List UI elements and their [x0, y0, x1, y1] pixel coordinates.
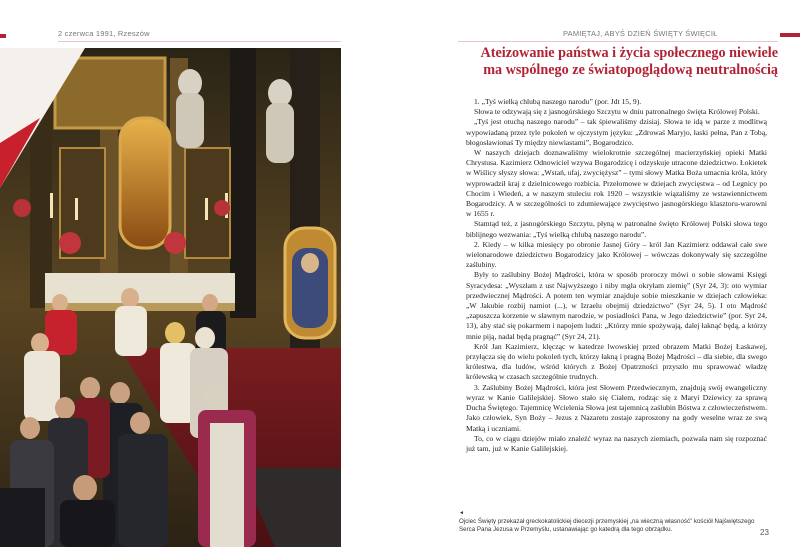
body-paragraph: 1. „Tyś wielką chlubą naszego narodu” (por. Jdt 15, 9). [474, 97, 642, 106]
body-paragraph: To, co w ciągu dziejów miało znaleźć wyraz na naszych ziemiach, pozwala nam się rozpoznać już tam, już w Kanie Galilejskiej. [466, 433, 767, 453]
photo-caption-footnote: Ojciec Święty przekazał greckokatolickiej diecezji przemyskiej „na wieczną własność” kościół Najświętszego Serca Pana Jezusa w Przemyślu, ustanawiając go katedrą dla tego obrządku. [459, 518, 755, 534]
article-title: Ateizowanie państwa i życia społecznego niewiele ma wspólnego ze światopoglądową neutralnością [480, 45, 778, 78]
body-paragraph: Słowa te odzywają się z jasnogórskiego Szczytu w dniu patronalnego święta Królowej Polski. [474, 107, 760, 117]
header-left-caption: 2 czerwca 1991, Rzeszów [58, 29, 150, 38]
article-body [466, 97, 767, 454]
body-paragraph: 2. Kiedy – w kilka miesięcy po obronie Jasnej Góry – król Jan Kazimierz oddawał całe swe wielonarodowe dziedzictwo Bogarodzicy jako Królowej – wówczas dokonywały się szczególne zaślubiny. [466, 239, 767, 270]
ceremony-photo [0, 48, 341, 547]
page-number: 23 [760, 528, 769, 537]
body-paragraph: Były to zaślubiny Bożej Mądrości, która w sposób proroczy mówi o sobie słowami Księgi Syracydesa: „Wyszłam z ust Najwyższego i niby mgła okryłam ziemię” (Syr 24, 3): oto wymiar przedwiecznej Mądrości. A potem ten wymiar znajduje sobie mieszkanie w dziejach człowieka: „W Jakubie rozbij namiot (...), w Izraelu obejmij dziedzictwo” (Syr 24, 5). I oto Mądrość „zapuszcza korzenie w sławnym narodzie, w posiadłości Pana, w Jego dziedzictwie” (por. Syr 24, 13), aby stać się pokarmem i napojem ludzi: „Którzy mnie spożywają, dalej łaknąć będą, a którzy mnie piją, nadal będą pragnąć” (Syr 24, 21). [466, 270, 767, 341]
body-paragraph: W naszych dziejach doznawaliśmy wielokrotnie szczególnej macierzyńskiej opieki Matki Chrystusa. Kazimierz Odnowiciel wzywa Bogarodzicę i odzyskuje utracone dziedzictwo. Łokietek w Wiślicy słyszy słowa: „Wstań, ufaj, zwyciężysz” – tymi słowy Matka Boża umacnia króla, który wyprowadził kraj z dzielnicowego rozbicia. Przełomowe w dziejach zwycięstwa – od Legnicy po Chocim i Wiedeń, a w naszym stuleciu rok 1920 – wszystkie wiązaliśmy ze wstawiennictwem Bogarodzicy. A w szczególności to zdumiewające zwycięstwo jasnogórskiego klasztoru-warowni w 1655 r. [466, 148, 767, 219]
body-paragraph: 3. Zaślubiny Bożej Mądrości, która jest Słowem Przedwiecznym, znajdują swój ewangeliczny wyraz w Kanie Galilejskiej. Słowo stało się Ciałem, rodząc się z Maryi Dziewicy za sprawą Ducha Świętego. Tajemnicę Wcielenia Słowa jest tajemnicą zaślubin Bóstwa z człowieczeństwem. Jako człowiek, Syn Boży – Jezus z Nazaretu zostaje zaproszony na gody weselne wraz ze swą Matką i uczniami. [466, 382, 767, 433]
body-paragraph: Król Jan Kazimierz, klęcząc w katedrze lwowskiej przed obrazem Matki Bożej Łaskawej, przyłącza się do wielu pokoleń tych, którzy łakną i pragną Bożej Mądrości – dla siebie, dla swego królestwa, dla ludów, wśród których z Bożej Opatrzności przyszło mu sprawować władzę królewską w czasach szczególnie trudnych. [466, 341, 767, 382]
header-accent-bar-left [0, 34, 6, 38]
body-paragraph: Stamtąd też, z jasnogórskiego Szczytu, płyną w patronalne święto Królowej Polski słowa tego biblijnego wezwania: „Tyś wielką chlubą naszego narodu”. [466, 219, 767, 239]
body-paragraph: „Tyś jest otuchą naszego narodu” – tak śpiewaliśmy dzisiaj. Słowa te idą w parze z modlitwą wypowiadaną przez tyle pokoleń w ojczystym języku: „Zdrowaś Maryjo, łaski pełna, Pan z Tobą, błogosławionaś Ty między niewiastami”, Bogarodzico. [466, 117, 767, 147]
header-divider-right [458, 41, 778, 42]
footnote-arrow-icon: ◄ [459, 510, 464, 516]
header-divider-left [58, 41, 341, 42]
header-right-caption: PAMIĘTAJ, ABYŚ DZIEŃ ŚWIĘTY ŚWIĘCIŁ [563, 29, 718, 38]
header-accent-bar-right [780, 33, 800, 37]
